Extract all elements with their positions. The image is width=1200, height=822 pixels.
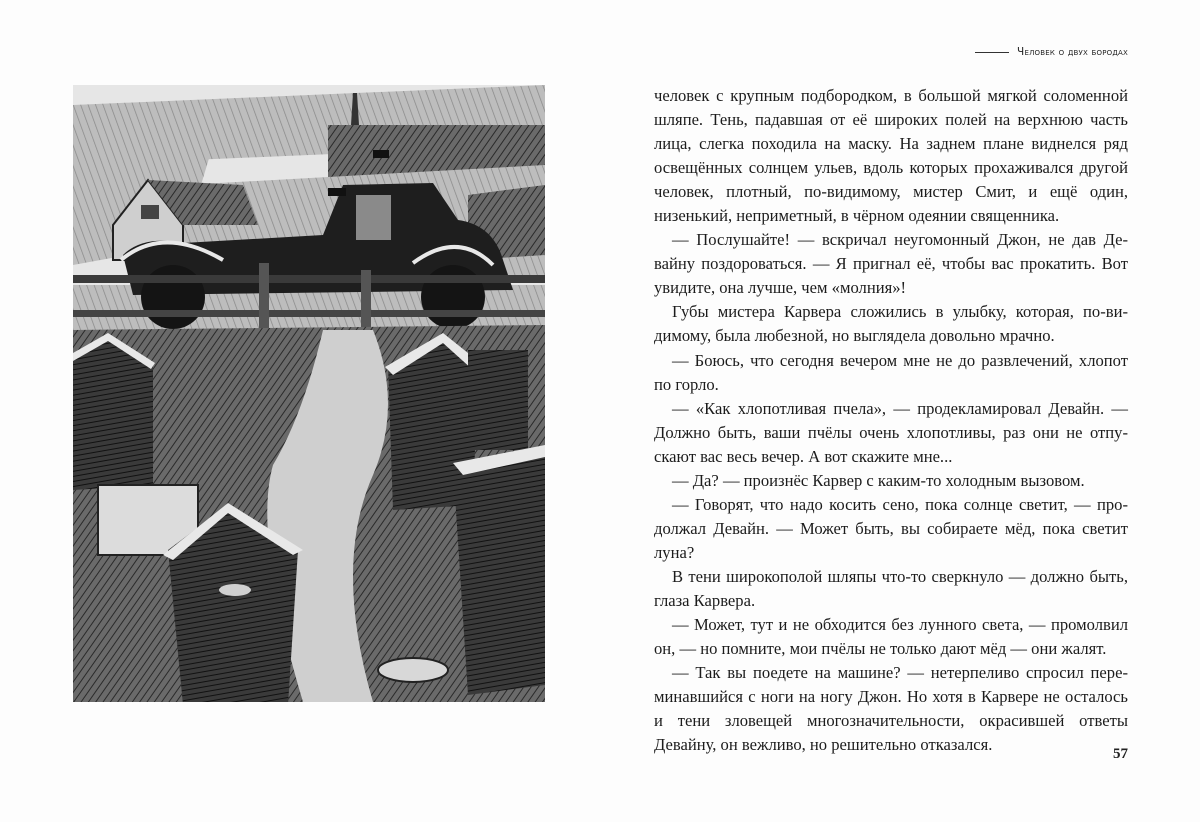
page-number: 57 <box>1113 746 1128 762</box>
running-head-rule <box>975 52 1009 53</box>
paragraph: — Да? — произнёс Карвер с каким-то холодным вызовом. <box>672 470 1085 490</box>
fence-rail-bottom <box>73 310 545 317</box>
paragraph: — Может, тут и не обходится без лунного света, — промолвил он, — но помните, мои пчёлы не только дают мёд — они жалят. <box>654 615 1128 659</box>
fence-post <box>361 270 371 335</box>
paragraph: человек с крупным подбородком, в большой мягкой соломенной шляпе. Тень, падавшая от её широких полей на верхнюю часть лица, слегка походила на маску. На заднем плане виднелся ряд освещённых солнцем ульев, вдоль которых прохаживался другой человек, плотный, по-видимому, мистер Смит, и ещё один, низенький, неприметный, в чёрном одеянии священника. <box>654 86 1128 226</box>
running-head-title: Человек о двух бородах <box>1017 46 1128 58</box>
illustration-image <box>73 85 545 702</box>
paragraph: — «Как хлопотливая пчела», — продекламировал Девайн. — Должно быть, ваши пчёлы очень хлопотливы, раз они не отпускают вас весь вечер. А вот скажите мне... <box>654 398 1128 466</box>
man-hat-seated <box>328 188 346 196</box>
fence-rail-top <box>73 275 545 283</box>
running-head <box>975 46 1128 58</box>
body-text <box>654 84 1128 757</box>
paragraph: — Говорят, что надо косить сено, пока солнце светит, — продолжал Девайн. — Может быть, вы собираете мёд, пока светит луна? <box>654 494 1128 562</box>
house-window <box>141 205 159 219</box>
paragraph: В тени широкополой шляпы что-то сверкнуло — должно быть, глаза Карвера. <box>654 566 1128 610</box>
paragraph: — Так вы поедете на машине? — нетерпеливо спросил переминавшийся с ноги на ногу Джон. Но хотя в Карвере не осталось и тени зловещей многозначительности, окрасившей ответы Девайну, он вежливо, но решительно отказался. <box>654 663 1128 755</box>
fence-post <box>259 263 269 333</box>
car-wheel-front <box>141 265 205 329</box>
paragraph: — Боюсь, что сегодня вечером мне не до развлечений, хлопот по горло. <box>654 350 1128 394</box>
car-window <box>356 195 391 240</box>
beehive <box>73 333 155 490</box>
paragraph: — Послушайте! — вскричал неугомонный Джон, не дав Девайну поздороваться. — Я пригнал её, чтобы вас прокатить. Вот увидите, она лучше, чем «молния»! <box>654 230 1128 298</box>
paragraph: Губы мистера Карвера сложились в улыбку, которая, по-видимому, была любезной, но выглядела довольно мрачно. <box>654 302 1128 346</box>
illustration-drawing <box>73 85 545 702</box>
car-wheel-rear <box>421 265 485 329</box>
bowl <box>378 658 448 682</box>
man-hat-standing <box>373 150 389 158</box>
